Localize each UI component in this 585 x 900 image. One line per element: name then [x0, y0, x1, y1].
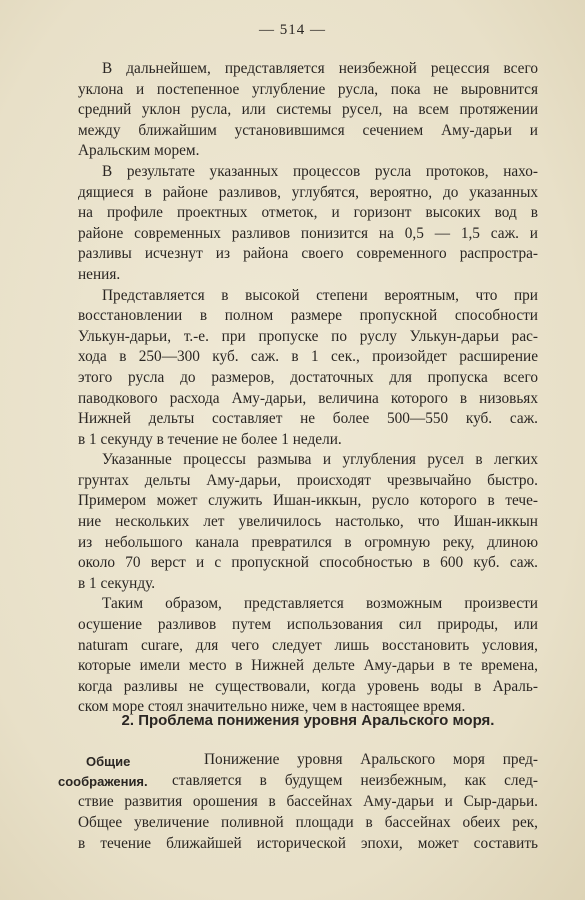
text-line: в 1 секунду. [78, 574, 156, 592]
text-line: восстановлении в полном размере пропускной способности [78, 307, 538, 325]
text-line: ние нескольких лет увеличилось настолько, что Ишан-иккын [78, 513, 538, 531]
text-line: В дальнейшем, представляется неизбежной рецессия всего [102, 60, 538, 77]
paragraph-1 [78, 59, 538, 162]
text-line: Таким образом, представляется возможным произвести [102, 595, 538, 613]
text-line: уклона и постепенное углубление русла, пока не выровнится [78, 80, 538, 98]
margin-note-line: соображения. [58, 774, 148, 789]
margin-note-line: Общие [86, 754, 131, 769]
paragraph-2 [78, 162, 538, 286]
text-line: которые имели место в Нижней дельте Аму-дарьи в те времена, [78, 657, 538, 675]
text-line: этого русла до размеров, достаточных для пропуска всего [78, 368, 538, 386]
text-line: в 1 секунду в течение не более 1 недели. [78, 430, 342, 448]
text-line: ставляется в будущем неизбежным, как след- [172, 772, 538, 789]
text-line: в течение ближайшей исторической эпохи, может составить [78, 835, 538, 852]
text-line: когда разливы не существовали, когда уровень воды в Араль- [78, 677, 538, 695]
text-line: Примером может служить Ишан-иккын, русло которого в тече- [78, 492, 538, 510]
text-line: около 70 верст и с пропускной способностью в 600 куб. саж. [78, 554, 538, 572]
text-line: разливы исчезнут из района своего современного распростра- [78, 245, 538, 263]
text-line: Нижней дельты составляет не более 500—550 куб. саж. [78, 410, 538, 428]
text-line: на профиле проектных отметок, и горизонт высоких вод в [78, 204, 538, 222]
text-line: naturam curare, для чего следует лишь восстановить условия, [78, 636, 538, 654]
text-line: грунтах дельты Аму-дарьи, происходят чрезвычайно быстро. [78, 471, 538, 489]
paragraph-4 [78, 450, 538, 594]
text-line: осушение разливов путем использования сил природы, или [78, 616, 538, 634]
text-line: средний уклон русла, или системы русел, на всем протяжении [78, 101, 538, 119]
text-line: Аральским морем. [78, 142, 200, 160]
text-line: Общее увеличение поливной площади в бассейнах обеих рек, [78, 814, 538, 831]
paragraph-3 [78, 286, 538, 451]
text-line: Представляется в высокой степени вероятным, что при [102, 286, 538, 304]
text-line: ствие развития орошения в бассейнах Аму-дарьи и Сыр-дарьи. [78, 793, 538, 810]
text-line: между ближайшим установившимся сечением Аму-дарьи и [78, 121, 538, 139]
text-line: паводкового расхода Аму-дарьи, величина которого в низовьях [78, 389, 538, 407]
text-line: Улькун-дарьи, т.-е. при пропуске по руслу Улькун-дарьи рас- [78, 327, 538, 345]
text-line: В результате указанных процессов русла протоков, нахо- [102, 162, 538, 180]
text-line: хода в 250—300 куб. саж. в 1 сек., произойдет расширение [78, 348, 538, 366]
text-line: нения. [78, 265, 121, 283]
body-text [78, 59, 538, 718]
text-line: ском море стоял значительно ниже, чем в настоящее время. [78, 698, 466, 716]
text-line: из небольшого канала превратился в огромную реку, длиною [78, 533, 538, 551]
text-line: дящиеся в районе разливов, углубятся, вероятно, до указанных [78, 183, 538, 201]
text-line: Понижение уровня Аральского моря пред- [204, 751, 538, 768]
page-number: — 514 — [259, 22, 326, 38]
section-body [78, 749, 538, 854]
text-line: районе современных разливов понизится на 0,5 — 1,5 саж. и [78, 224, 538, 242]
paragraph-5 [78, 594, 538, 718]
text-line: Указанные процессы размыва и углубления русел в легких [102, 451, 538, 469]
section-heading: 2. Проблема понижения уровня Аральского моря. [121, 712, 495, 729]
